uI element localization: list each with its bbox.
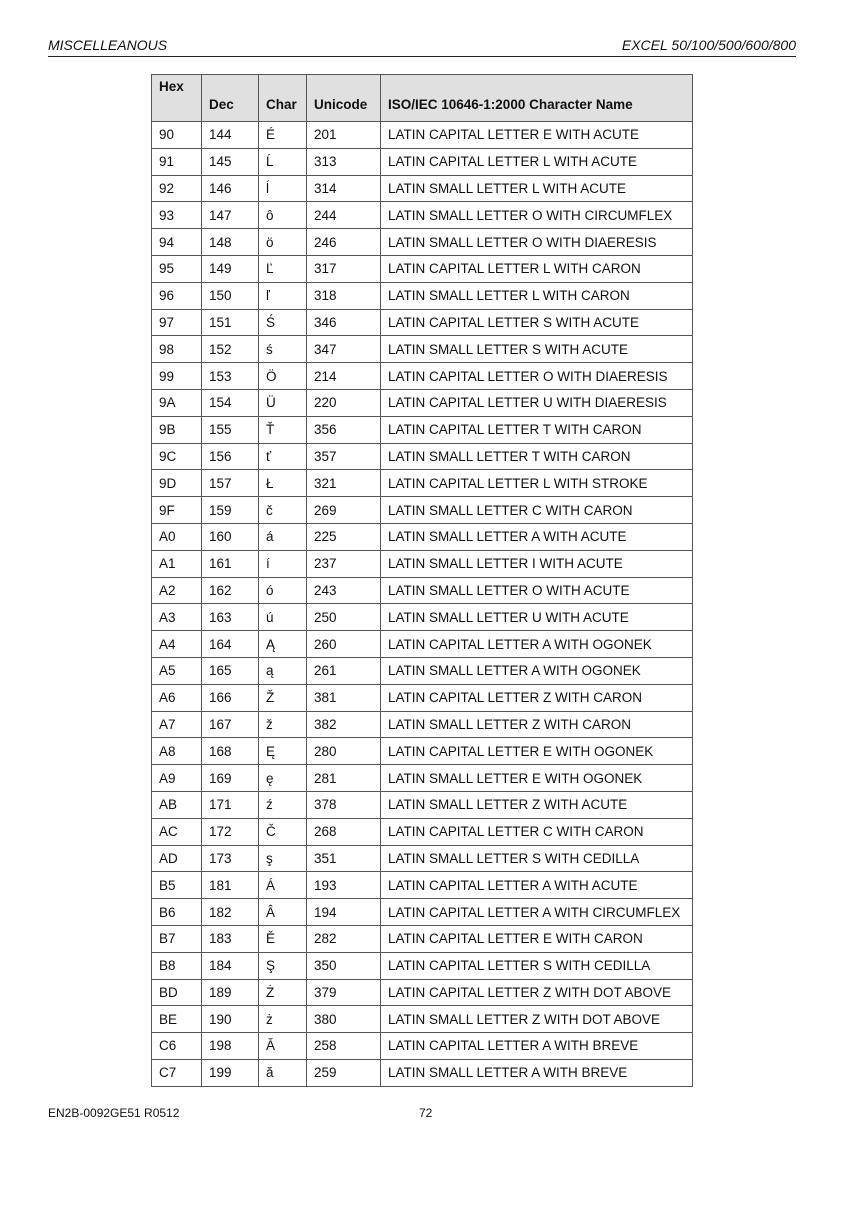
cell-dec: 173 [202,845,259,872]
cell-dec: 166 [202,684,259,711]
cell-dec: 199 [202,1059,259,1086]
cell-name: LATIN SMALL LETTER O WITH DIAERESIS [381,229,693,256]
cell-name: LATIN CAPITAL LETTER L WITH ACUTE [381,148,693,175]
cell-name: LATIN SMALL LETTER Z WITH CARON [381,711,693,738]
cell-dec: 167 [202,711,259,738]
cell-hex: 9B [152,416,202,443]
cell-char: Ö [259,363,307,390]
cell-hex: A0 [152,523,202,550]
section-title: MISCELLEANOUS [48,37,168,53]
cell-char: Ě [259,925,307,952]
cell-hex: A6 [152,684,202,711]
cell-char: ą [259,657,307,684]
cell-dec: 171 [202,791,259,818]
table-row [152,122,693,149]
cell-unicode: 260 [307,631,381,658]
table-row [152,416,693,443]
column-header-unicode: Unicode [307,75,381,122]
cell-char: Ż [259,979,307,1006]
table-row [152,872,693,899]
table-row [152,255,693,282]
column-header-name: ISO/IEC 10646-1:2000 Character Name [381,75,693,122]
table-row [152,336,693,363]
cell-char: Â [259,899,307,926]
cell-unicode: 261 [307,657,381,684]
cell-hex: B8 [152,952,202,979]
cell-unicode: 214 [307,363,381,390]
cell-name: LATIN SMALL LETTER E WITH OGONEK [381,765,693,792]
cell-name: LATIN SMALL LETTER Z WITH ACUTE [381,791,693,818]
cell-char: Ť [259,416,307,443]
cell-dec: 154 [202,389,259,416]
product-title: EXCEL 50/100/500/600/800 [621,37,796,53]
cell-hex: AB [152,791,202,818]
cell-unicode: 347 [307,336,381,363]
cell-char: Ę [259,738,307,765]
cell-hex: BD [152,979,202,1006]
cell-dec: 169 [202,765,259,792]
cell-char: Ł [259,470,307,497]
table-row [152,470,693,497]
cell-dec: 145 [202,148,259,175]
cell-dec: 157 [202,470,259,497]
cell-hex: 9D [152,470,202,497]
table-row [152,577,693,604]
table-row [152,282,693,309]
cell-hex: A1 [152,550,202,577]
table-body [152,122,693,1087]
header-row [152,75,693,122]
cell-char: č [259,497,307,524]
table-row [152,925,693,952]
cell-hex: C6 [152,1033,202,1060]
cell-char: Á [259,872,307,899]
cell-name: LATIN CAPITAL LETTER E WITH CARON [381,925,693,952]
cell-char: ź [259,791,307,818]
page-header [48,36,796,57]
cell-unicode: 318 [307,282,381,309]
cell-hex: A4 [152,631,202,658]
cell-char: ĺ [259,175,307,202]
cell-name: LATIN SMALL LETTER L WITH ACUTE [381,175,693,202]
table-header [152,75,693,122]
cell-char: Č [259,818,307,845]
cell-hex: A3 [152,604,202,631]
cell-dec: 161 [202,550,259,577]
cell-name: LATIN CAPITAL LETTER E WITH ACUTE [381,122,693,149]
character-table [151,74,693,1087]
table-row [152,791,693,818]
cell-unicode: 268 [307,818,381,845]
cell-name: LATIN SMALL LETTER S WITH CEDILLA [381,845,693,872]
cell-hex: AD [152,845,202,872]
cell-char: ť [259,443,307,470]
cell-unicode: 269 [307,497,381,524]
cell-char: Ă [259,1033,307,1060]
cell-name: LATIN SMALL LETTER I WITH ACUTE [381,550,693,577]
cell-char: Ş [259,952,307,979]
cell-dec: 163 [202,604,259,631]
cell-hex: 94 [152,229,202,256]
cell-name: LATIN CAPITAL LETTER Z WITH CARON [381,684,693,711]
cell-hex: A2 [152,577,202,604]
cell-hex: 95 [152,255,202,282]
cell-dec: 144 [202,122,259,149]
cell-char: ă [259,1059,307,1086]
table-row [152,899,693,926]
cell-hex: AC [152,818,202,845]
cell-unicode: 317 [307,255,381,282]
cell-unicode: 313 [307,148,381,175]
cell-unicode: 201 [307,122,381,149]
column-header-char: Char [259,75,307,122]
cell-name: LATIN SMALL LETTER A WITH ACUTE [381,523,693,550]
cell-name: LATIN CAPITAL LETTER A WITH ACUTE [381,872,693,899]
column-header-dec: Dec [202,75,259,122]
cell-name: LATIN SMALL LETTER Z WITH DOT ABOVE [381,1006,693,1033]
table-row [152,845,693,872]
cell-char: Ś [259,309,307,336]
cell-dec: 183 [202,925,259,952]
cell-name: LATIN CAPITAL LETTER T WITH CARON [381,416,693,443]
cell-char: ś [259,336,307,363]
cell-hex: 9F [152,497,202,524]
cell-name: LATIN CAPITAL LETTER E WITH OGONEK [381,738,693,765]
cell-dec: 181 [202,872,259,899]
cell-name: LATIN CAPITAL LETTER Z WITH DOT ABOVE [381,979,693,1006]
cell-char: Ž [259,684,307,711]
table-row [152,604,693,631]
cell-dec: 184 [202,952,259,979]
cell-unicode: 258 [307,1033,381,1060]
cell-dec: 164 [202,631,259,658]
document-id: EN2B-0092GE51 R0512 [48,1106,180,1120]
cell-dec: 148 [202,229,259,256]
table-row [152,657,693,684]
cell-unicode: 379 [307,979,381,1006]
cell-name: LATIN SMALL LETTER L WITH CARON [381,282,693,309]
cell-unicode: 243 [307,577,381,604]
cell-name: LATIN SMALL LETTER U WITH ACUTE [381,604,693,631]
cell-name: LATIN SMALL LETTER A WITH BREVE [381,1059,693,1086]
cell-unicode: 381 [307,684,381,711]
cell-char: í [259,550,307,577]
cell-hex: 93 [152,202,202,229]
cell-hex: 91 [152,148,202,175]
column-header-hex: Hex [152,75,202,122]
cell-unicode: 244 [307,202,381,229]
cell-name: LATIN CAPITAL LETTER S WITH CEDILLA [381,952,693,979]
table-row [152,1006,693,1033]
page-number: 72 [419,1106,433,1120]
cell-unicode: 250 [307,604,381,631]
cell-char: á [259,523,307,550]
cell-unicode: 380 [307,1006,381,1033]
cell-name: LATIN CAPITAL LETTER C WITH CARON [381,818,693,845]
cell-hex: 98 [152,336,202,363]
cell-name: LATIN CAPITAL LETTER L WITH STROKE [381,470,693,497]
cell-hex: B7 [152,925,202,952]
cell-dec: 162 [202,577,259,604]
table-row [152,1033,693,1060]
cell-char: ż [259,1006,307,1033]
cell-char: É [259,122,307,149]
cell-dec: 150 [202,282,259,309]
table-row [152,148,693,175]
cell-char: Ĺ [259,148,307,175]
cell-hex: BE [152,1006,202,1033]
cell-char: ľ [259,282,307,309]
cell-dec: 172 [202,818,259,845]
cell-name: LATIN CAPITAL LETTER S WITH ACUTE [381,309,693,336]
cell-hex: 92 [152,175,202,202]
cell-name: LATIN SMALL LETTER O WITH ACUTE [381,577,693,604]
cell-unicode: 220 [307,389,381,416]
cell-name: LATIN CAPITAL LETTER O WITH DIAERESIS [381,363,693,390]
cell-hex: B5 [152,872,202,899]
cell-dec: 149 [202,255,259,282]
cell-name: LATIN CAPITAL LETTER A WITH CIRCUMFLEX [381,899,693,926]
cell-hex: A8 [152,738,202,765]
cell-unicode: 314 [307,175,381,202]
cell-char: Ą [259,631,307,658]
table-row [152,979,693,1006]
cell-dec: 160 [202,523,259,550]
cell-name: LATIN CAPITAL LETTER U WITH DIAERESIS [381,389,693,416]
cell-unicode: 378 [307,791,381,818]
cell-unicode: 193 [307,872,381,899]
cell-unicode: 357 [307,443,381,470]
cell-hex: 90 [152,122,202,149]
cell-unicode: 350 [307,952,381,979]
cell-name: LATIN SMALL LETTER A WITH OGONEK [381,657,693,684]
cell-hex: 9C [152,443,202,470]
cell-name: LATIN CAPITAL LETTER A WITH BREVE [381,1033,693,1060]
cell-hex: 9A [152,389,202,416]
cell-name: LATIN SMALL LETTER C WITH CARON [381,497,693,524]
cell-dec: 151 [202,309,259,336]
cell-dec: 168 [202,738,259,765]
cell-dec: 165 [202,657,259,684]
cell-char: ę [259,765,307,792]
cell-dec: 156 [202,443,259,470]
cell-unicode: 346 [307,309,381,336]
table-row [152,497,693,524]
table-row [152,738,693,765]
table-row [152,952,693,979]
cell-unicode: 382 [307,711,381,738]
cell-char: ž [259,711,307,738]
cell-dec: 155 [202,416,259,443]
cell-unicode: 225 [307,523,381,550]
cell-unicode: 237 [307,550,381,577]
table-row [152,684,693,711]
cell-name: LATIN SMALL LETTER O WITH CIRCUMFLEX [381,202,693,229]
cell-hex: 97 [152,309,202,336]
cell-hex: B6 [152,899,202,926]
table-row [152,202,693,229]
table-row [152,550,693,577]
cell-dec: 182 [202,899,259,926]
cell-hex: C7 [152,1059,202,1086]
cell-dec: 190 [202,1006,259,1033]
cell-unicode: 321 [307,470,381,497]
cell-dec: 189 [202,979,259,1006]
cell-dec: 159 [202,497,259,524]
table-row [152,175,693,202]
cell-hex: 96 [152,282,202,309]
table-row [152,818,693,845]
cell-unicode: 351 [307,845,381,872]
table-row [152,711,693,738]
cell-name: LATIN CAPITAL LETTER A WITH OGONEK [381,631,693,658]
cell-hex: 99 [152,363,202,390]
cell-name: LATIN CAPITAL LETTER L WITH CARON [381,255,693,282]
table-row [152,523,693,550]
cell-unicode: 280 [307,738,381,765]
cell-char: Ľ [259,255,307,282]
cell-hex: A5 [152,657,202,684]
cell-char: ú [259,604,307,631]
cell-char: Ü [259,389,307,416]
cell-dec: 198 [202,1033,259,1060]
table-row [152,389,693,416]
cell-unicode: 194 [307,899,381,926]
table-row [152,309,693,336]
table-row [152,1059,693,1086]
cell-dec: 147 [202,202,259,229]
table-row [152,229,693,256]
cell-char: ö [259,229,307,256]
cell-char: ş [259,845,307,872]
table-row [152,631,693,658]
cell-unicode: 356 [307,416,381,443]
cell-unicode: 246 [307,229,381,256]
table-row [152,765,693,792]
cell-name: LATIN SMALL LETTER T WITH CARON [381,443,693,470]
cell-dec: 153 [202,363,259,390]
cell-char: ó [259,577,307,604]
cell-unicode: 259 [307,1059,381,1086]
table-row [152,443,693,470]
cell-hex: A7 [152,711,202,738]
table-row [152,363,693,390]
cell-unicode: 282 [307,925,381,952]
cell-unicode: 281 [307,765,381,792]
cell-hex: A9 [152,765,202,792]
cell-dec: 152 [202,336,259,363]
cell-name: LATIN SMALL LETTER S WITH ACUTE [381,336,693,363]
cell-char: ô [259,202,307,229]
cell-dec: 146 [202,175,259,202]
